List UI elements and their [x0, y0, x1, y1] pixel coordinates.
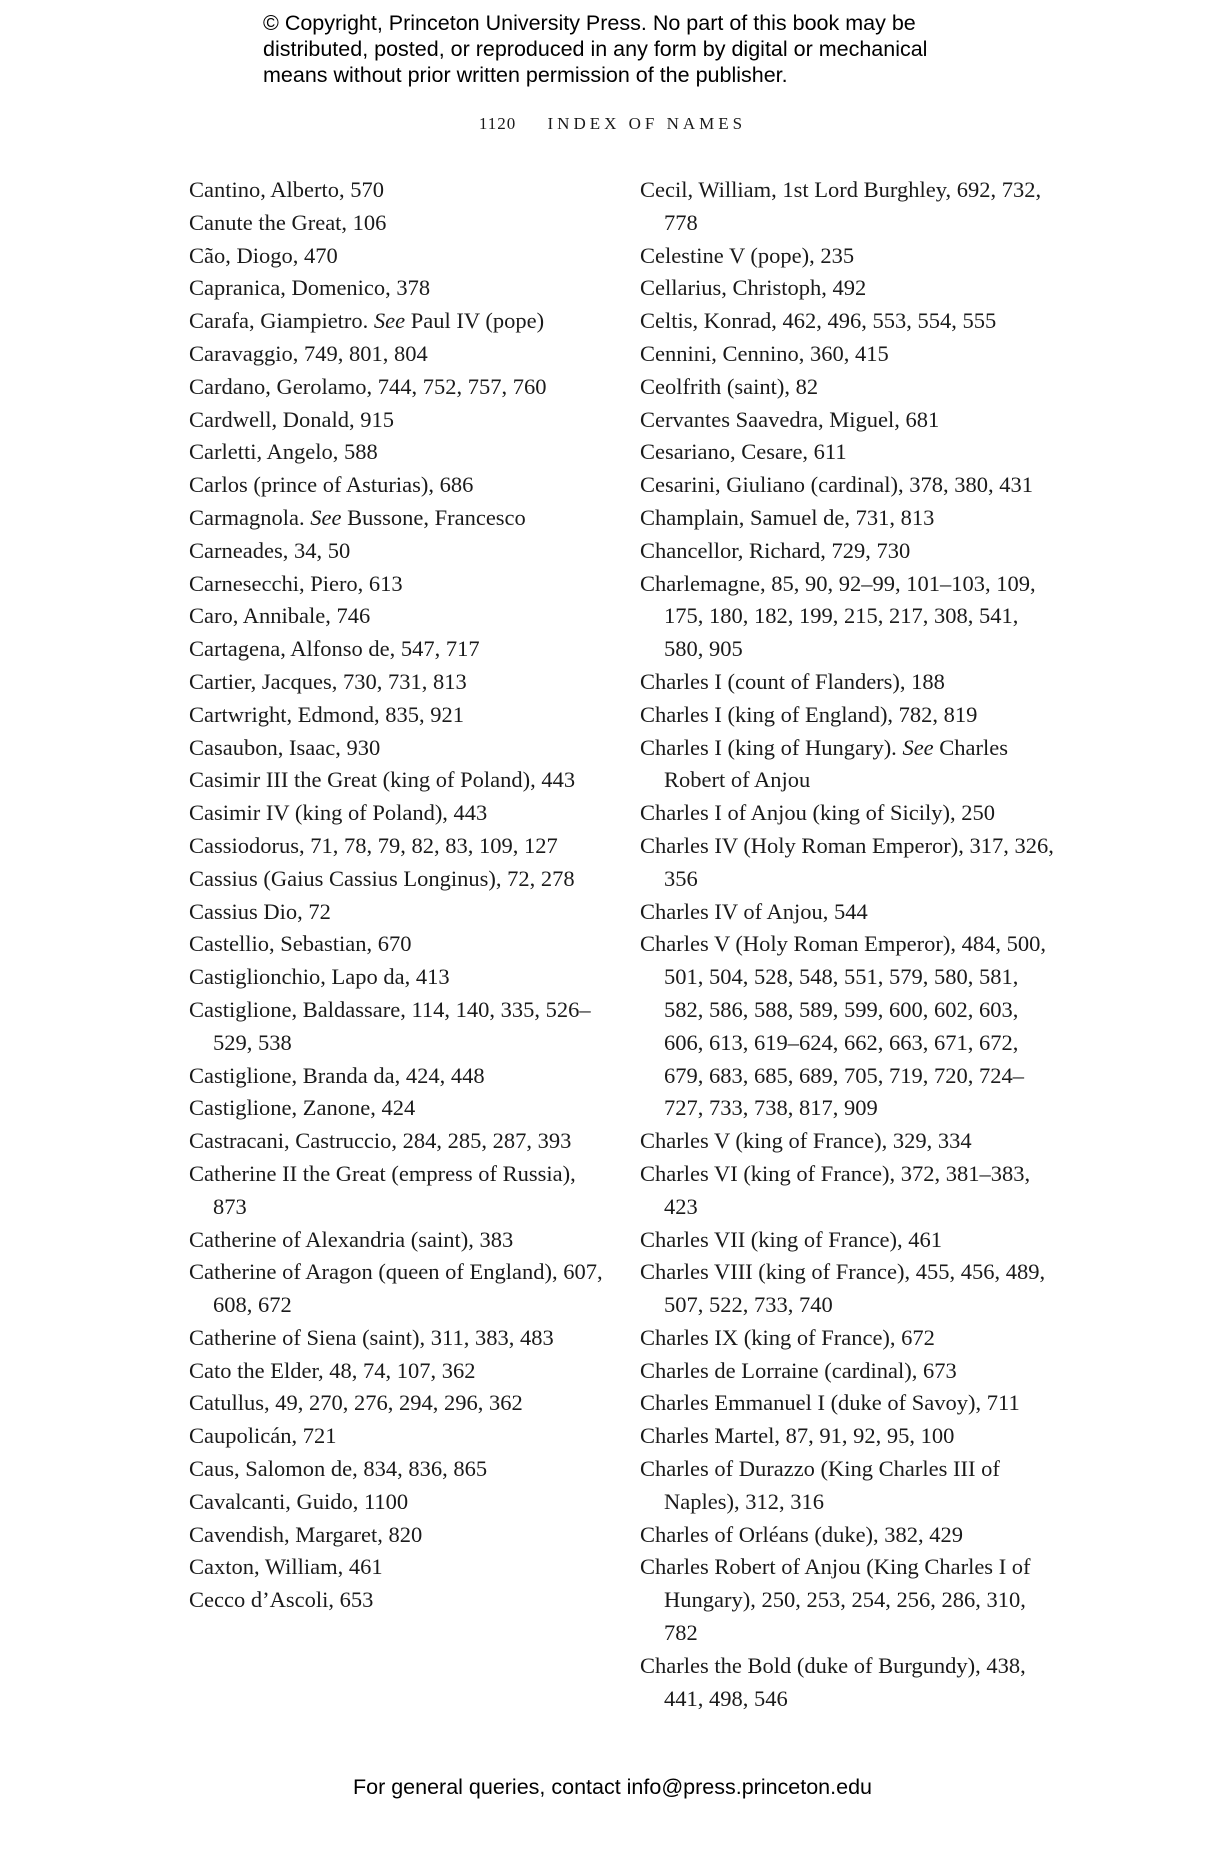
- index-entry: [640, 1453, 1060, 1519]
- index-entry-name: Charles IV of Anjou, 544: [640, 898, 868, 924]
- index-entry: [189, 272, 609, 305]
- index-entry: [640, 305, 1060, 338]
- index-entry-name: Castiglione, Baldassare, 114, 140, 335, 526–529, 538: [189, 996, 591, 1055]
- index-entry-name: Cennini, Cennino, 360, 415: [640, 340, 889, 366]
- index-entry: [189, 174, 609, 207]
- index-entry: [189, 699, 609, 732]
- index-entry: [640, 699, 1060, 732]
- index-entry: [189, 535, 609, 568]
- index-entry: [640, 1519, 1060, 1552]
- index-entry: [640, 469, 1060, 502]
- index-entry-name: Charles V (king of France), 329, 334: [640, 1128, 972, 1154]
- index-entry: [189, 502, 609, 535]
- index-entry: [189, 1158, 609, 1224]
- index-entry: [640, 174, 1060, 240]
- index-entry: [189, 1387, 609, 1420]
- index-entry-name: Cartier, Jacques, 730, 731, 813: [189, 668, 467, 694]
- index-entry-name: Cassius (Gaius Cassius Longinus), 72, 278: [189, 865, 575, 891]
- index-entry-name: Charles de Lorraine (cardinal), 673: [640, 1357, 957, 1383]
- index-entry-name: Cesarini, Giuliano (cardinal), 378, 380, 431: [640, 472, 1034, 498]
- index-entry-name: Charles V (Holy Roman Emperor), 484, 500, 501, 504, 528, 548, 551, 579, 580, 581, 582, 586, 588, 589, 599, 600, 602, 603, 606, 613, 619–624, 662, 663, 671, 672, 679, 683, 685, 689, 705, 719, 720, 724–727, 733, 738, 817, 909: [640, 931, 1046, 1121]
- index-entry: [640, 502, 1060, 535]
- copyright-notice: [263, 10, 983, 88]
- index-entry-name: Charles VII (king of France), 461: [640, 1226, 943, 1252]
- index-entry: [189, 207, 609, 240]
- index-entry: [189, 1060, 609, 1093]
- index-entry-name: Charles I (king of England), 782, 819: [640, 701, 978, 727]
- index-entry-name: Cavendish, Margaret, 820: [189, 1521, 423, 1547]
- index-entry-name: Celestine V (pope), 235: [640, 242, 855, 268]
- index-entry: [640, 1650, 1060, 1716]
- index-entry-name: Cantino, Alberto, 570: [189, 177, 384, 202]
- index-entry-name: Charles IV (Holy Roman Emperor), 317, 326, 356: [640, 832, 1054, 891]
- index-entry-name: Casaubon, Isaac, 930: [189, 734, 381, 760]
- see-reference-target: Bussone, Francesco: [347, 504, 526, 530]
- index-entry-name: Charles Martel, 87, 91, 92, 95, 100: [640, 1423, 955, 1449]
- see-reference-label: See: [373, 308, 406, 334]
- index-entry-name: Charlemagne, 85, 90, 92–99, 101–103, 109, 175, 180, 182, 199, 215, 217, 308, 541, 580, 905: [640, 570, 1036, 662]
- index-entry: [640, 1125, 1060, 1158]
- page-title: INDEX OF NAMES: [547, 114, 747, 133]
- index-entry: [189, 1322, 609, 1355]
- index-entry: [189, 600, 609, 633]
- index-entry-name: Caupolicán, 721: [189, 1423, 337, 1449]
- copyright-line: distributed, posted, or reproduced in any form by digital or mechanical: [263, 37, 928, 61]
- index-entry-name: Castiglionchio, Lapo da, 413: [189, 964, 450, 990]
- index-entry-name: Cartwright, Edmond, 835, 921: [189, 701, 464, 727]
- footer-contact: For general queries, contact info@press.princeton.edu: [352, 1775, 872, 1799]
- index-entry-name: Charles the Bold (duke of Burgundy), 438, 441, 498, 546: [640, 1652, 1026, 1711]
- see-reference-label: See: [902, 734, 934, 760]
- index-entry-name: Caus, Salomon de, 834, 836, 865: [189, 1456, 488, 1482]
- index-entry: [640, 272, 1060, 305]
- index-entry: [640, 338, 1060, 371]
- index-entry-name: Celtis, Konrad, 462, 496, 553, 554, 555: [640, 308, 997, 334]
- index-entry-name: Caro, Annibale, 746: [189, 603, 371, 629]
- index-entry-name: Casimir III the Great (king of Poland), 443: [189, 767, 576, 793]
- index-entry: [640, 928, 1060, 1125]
- index-entry: [189, 436, 609, 469]
- index-entry-name: Cavalcanti, Guido, 1100: [189, 1488, 409, 1514]
- index-entry: [640, 732, 1060, 798]
- index-entry-name: Cesariano, Cesare, 611: [640, 439, 847, 465]
- index-entry: [189, 732, 609, 765]
- index-entry-name: Cão, Diogo, 470: [189, 242, 338, 268]
- index-entry: [189, 1551, 609, 1584]
- index-entry: [189, 305, 609, 338]
- index-entry: [640, 1551, 1060, 1649]
- index-entry: [189, 568, 609, 601]
- index-entry-name: Castracani, Castruccio, 284, 285, 287, 393: [189, 1128, 572, 1154]
- see-reference-label: See: [310, 504, 342, 530]
- index-column-left: [189, 174, 609, 1617]
- index-entry-name: Charles I (count of Flanders), 188: [640, 668, 945, 694]
- index-entry-name: Ceolfrith (saint), 82: [640, 373, 819, 399]
- index-entry: [640, 1322, 1060, 1355]
- index-entry: [189, 863, 609, 896]
- index-entry-name: Catherine of Alexandria (saint), 383: [189, 1226, 514, 1252]
- page-number: 1120: [478, 114, 517, 133]
- index-entry-name: Canute the Great, 106: [189, 209, 387, 235]
- index-entry: [189, 1486, 609, 1519]
- index-entry: [189, 1092, 609, 1125]
- index-entry-name: Carlos (prince of Asturias), 686: [189, 472, 474, 498]
- index-entry-name: Champlain, Samuel de, 731, 813: [640, 504, 935, 530]
- index-column-right: [640, 174, 1060, 1715]
- index-entry: [189, 371, 609, 404]
- index-entry-name: Cervantes Saavedra, Miguel, 681: [640, 406, 940, 432]
- index-entry-name: Capranica, Domenico, 378: [189, 275, 431, 301]
- index-entry-name: Carafa, Giampietro.: [189, 308, 369, 334]
- index-entry: [640, 1420, 1060, 1453]
- index-entry: [189, 1519, 609, 1552]
- index-entry-name: Cardwell, Donald, 915: [189, 406, 394, 432]
- index-entry: [189, 896, 609, 929]
- index-entry-name: Charles of Orléans (duke), 382, 429: [640, 1521, 964, 1547]
- index-entry-name: Castellio, Sebastian, 670: [189, 931, 412, 957]
- see-reference-target: Charles Robert of Anjou: [664, 734, 1009, 793]
- index-entry: [189, 404, 609, 437]
- index-entry: [189, 1125, 609, 1158]
- index-entry-name: Catullus, 49, 270, 276, 294, 296, 362: [189, 1390, 523, 1416]
- index-entry-name: Carnesecchi, Piero, 613: [189, 570, 403, 596]
- index-entry: [640, 666, 1060, 699]
- index-entry: [640, 797, 1060, 830]
- index-entry-name: Cassius Dio, 72: [189, 898, 331, 924]
- index-entry: [189, 830, 609, 863]
- index-entry-name: Cartagena, Alfonso de, 547, 717: [189, 636, 480, 662]
- index-entry: [189, 240, 609, 273]
- index-entry-name: Catherine of Siena (saint), 311, 383, 483: [189, 1324, 554, 1350]
- index-entry: [640, 371, 1060, 404]
- index-entry: [189, 1584, 609, 1617]
- index-entry: [640, 1256, 1060, 1322]
- index-entry-name: Carneades, 34, 50: [189, 537, 351, 563]
- index-entry: [640, 1387, 1060, 1420]
- index-entry: [189, 961, 609, 994]
- index-entry-name: Catherine II the Great (empress of Russia), 873: [189, 1160, 576, 1219]
- index-entry-name: Charles Emmanuel I (duke of Savoy), 711: [640, 1390, 1020, 1416]
- index-entry-name: Cato the Elder, 48, 74, 107, 362: [189, 1357, 476, 1383]
- index-entry-name: Charles I of Anjou (king of Sicily), 250: [640, 800, 995, 826]
- index-entry: [189, 338, 609, 371]
- index-entry-name: Caravaggio, 749, 801, 804: [189, 340, 428, 366]
- index-entry: [189, 469, 609, 502]
- index-entry: [640, 1224, 1060, 1257]
- index-entry: [189, 928, 609, 961]
- index-entry-name: Charles VI (king of France), 372, 381–383, 423: [640, 1160, 1031, 1219]
- index-entry: [189, 1224, 609, 1257]
- copyright-line: means without prior written permission of the publisher.: [263, 63, 788, 87]
- index-entry-name: Caxton, William, 461: [189, 1554, 383, 1580]
- index-entry-name: Castiglione, Branda da, 424, 448: [189, 1062, 485, 1088]
- index-entry-name: Cellarius, Christoph, 492: [640, 275, 867, 301]
- running-head: [0, 114, 1225, 134]
- index-entry-name: Charles I (king of Hungary).: [640, 734, 897, 760]
- index-entry: [189, 1355, 609, 1388]
- index-entry-name: Cecil, William, 1st Lord Burghley, 692, 732, 778: [640, 177, 1042, 235]
- index-entry: [640, 436, 1060, 469]
- index-entry: [189, 1420, 609, 1453]
- index-entry-name: Charles Robert of Anjou (King Charles I of Hungary), 250, 253, 254, 256, 286, 310, 782: [640, 1554, 1031, 1646]
- index-entry-name: Catherine of Aragon (queen of England), 607, 608, 672: [189, 1259, 603, 1318]
- index-entry-name: Cecco d’Ascoli, 653: [189, 1587, 374, 1613]
- index-entry: [189, 764, 609, 797]
- index-entry: [189, 1256, 609, 1322]
- index-entry: [640, 240, 1060, 273]
- index-entry: [640, 896, 1060, 929]
- index-entry-name: Carletti, Angelo, 588: [189, 439, 378, 465]
- index-entry: [189, 666, 609, 699]
- index-entry: [640, 830, 1060, 896]
- index-entry: [189, 994, 609, 1060]
- index-entry-name: Charles IX (king of France), 672: [640, 1324, 935, 1350]
- index-entry-name: Charles VIII (king of France), 455, 456, 489, 507, 522, 733, 740: [640, 1259, 1046, 1318]
- index-entry-name: Casimir IV (king of Poland), 443: [189, 800, 488, 826]
- index-entry: [640, 535, 1060, 568]
- index-entry-name: Carmagnola.: [189, 504, 305, 530]
- copyright-line: © Copyright, Princeton University Press. No part of this book may be: [263, 11, 916, 35]
- see-reference-target: Paul IV (pope): [410, 308, 545, 334]
- index-entry: [640, 1158, 1060, 1224]
- index-entry: [189, 633, 609, 666]
- index-entry: [189, 797, 609, 830]
- index-entry-name: Cassiodorus, 71, 78, 79, 82, 83, 109, 127: [189, 832, 558, 858]
- index-entry-name: Charles of Durazzo (King Charles III of Naples), 312, 316: [640, 1456, 1000, 1514]
- index-entry: [640, 1355, 1060, 1388]
- index-entry: [640, 404, 1060, 437]
- index-entry: [640, 568, 1060, 666]
- index-entry-name: Chancellor, Richard, 729, 730: [640, 537, 911, 563]
- index-entry-name: Cardano, Gerolamo, 744, 752, 757, 760: [189, 373, 547, 399]
- index-entry-name: Castiglione, Zanone, 424: [189, 1095, 416, 1121]
- index-entry: [189, 1453, 609, 1486]
